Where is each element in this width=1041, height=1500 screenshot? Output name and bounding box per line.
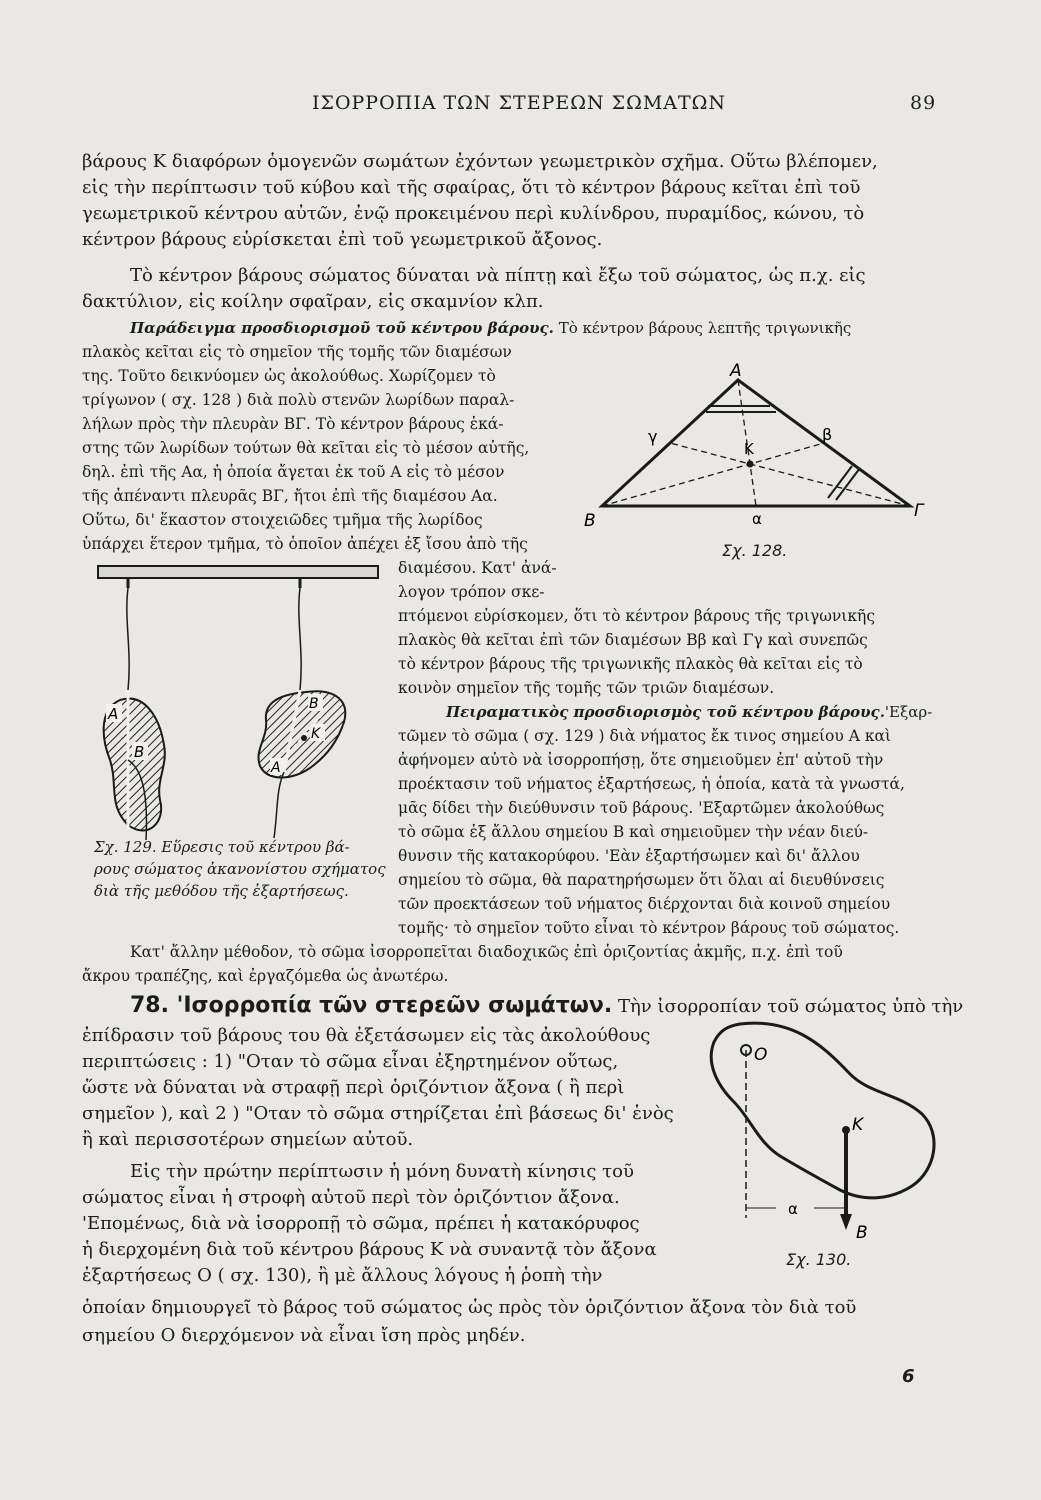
label-A: Α bbox=[271, 760, 281, 776]
section-78-line: ὥστε νὰ δύναται νὰ στραφῇ περὶ ὁριζόντιον ἄξονα ( ἢ περὶ bbox=[82, 1077, 625, 1098]
example-line: στης τῶν λωρίδων τούτων θὰ κεῖται εἰς τὸ μέσον αὐτῆς, bbox=[82, 439, 530, 457]
section-78-line: σημείου Ο διερχόμενον νὰ εἶναι ἴση πρὸς μηδέν. bbox=[82, 1325, 526, 1346]
label-G: Γ bbox=[914, 501, 924, 521]
label-K: Κ bbox=[744, 440, 754, 458]
example-line: τῆς ἀπέναντι πλευρᾶς ΒΓ, ἤτοι ἐπὶ τῆς διαμέσου Αα. bbox=[82, 487, 498, 505]
example-heading-line bbox=[130, 316, 851, 340]
para2-line: Τὸ κέντρον βάρους σώματος δύναται νὰ πίπτῃ καὶ ἔξω τοῦ σώματος, ὡς π.χ. εἰς bbox=[130, 265, 866, 286]
experiment-line: Κατ' ἄλλην μέθοδον, τὸ σῶμα ἰσορροπεῖται διαδοχικῶς ἐπὶ ὁριζοντίας ἀκμῆς, π.χ. ἐπὶ τοῦ bbox=[130, 943, 843, 961]
label-O: Ο bbox=[754, 1045, 768, 1065]
example-line: ὑπάρχει ἕτερον τμῆμα, τὸ ὁποῖον ἀπέχει ἐξ ἴσου ἀπὸ τῆς bbox=[82, 535, 528, 553]
experiment-line: μᾶς δίδει τὴν διεύθυνσιν τοῦ βάρους. 'Εξαρτῶμεν ἀκολούθως bbox=[398, 799, 885, 817]
figure-130 bbox=[700, 1018, 950, 1248]
section-78-line: ἡ διερχομένη διὰ τοῦ κέντρου βάρους Κ νὰ συναντᾷ τὸν ἄξονα bbox=[82, 1239, 657, 1260]
label-K: Κ bbox=[311, 726, 321, 742]
support-beam bbox=[98, 566, 378, 578]
center-of-mass-point bbox=[747, 461, 754, 468]
section-78-line: ὁποίαν δημιουργεῖ τὸ βάρος τοῦ σώματος ὡς πρὸς τὸν ὁριζόντιον ἄξονα τὸν διὰ τοῦ bbox=[82, 1297, 857, 1318]
experiment-heading-line bbox=[446, 700, 932, 724]
label-B: Β bbox=[309, 696, 319, 712]
example-heading: Παράδειγμα προσδιορισμοῦ τοῦ κέντρου βάρους. bbox=[130, 319, 554, 337]
example-line: τὸ κέντρον βάρους τῆς τριγωνικῆς πλακὸς θὰ κεῖται εἰς τὸ bbox=[398, 655, 863, 673]
para2-line: δακτύλιον, εἰς κοίλην σφαῖραν, εἰς σκαμνίον κλπ. bbox=[82, 291, 544, 312]
experiment-heading: Πειραματικὸς προσδιορισμὸς τοῦ κέντρου βάρους. bbox=[446, 703, 885, 721]
running-title: ΙΣΟΡΡΟΠΙΑ ΤΩΝ ΣΤΕΡΕΩΝ ΣΩΜΑΤΩΝ bbox=[312, 92, 727, 114]
experiment-line: τὸ σῶμα ἐξ ἄλλου σημείου Β καὶ σημειοῦμεν τὴν νέαν διεύ- bbox=[398, 823, 869, 841]
section-78-line: σημεῖον ), καὶ 2 ) "Οταν τὸ σῶμα στηρίζεται ἐπὶ βάσεως δι' ἑνὸς bbox=[82, 1103, 674, 1124]
para1-line: γεωμετρικοῦ κέντρου αὐτῶν, ἐνῷ προκειμένου περὶ κυλίνδρου, πυραμίδος, κώνου, τὸ bbox=[82, 203, 865, 224]
section-78-line: ἐξαρτήσεως Ο ( σχ. 130), ἢ μὲ ἄλλους λόγους ἡ ῥοπὴ τὴν bbox=[82, 1265, 603, 1286]
label-B: Β bbox=[134, 743, 145, 761]
example-line: Οὕτω, δι' ἕκαστον στοιχειῶδες τμῆμα τῆς λωρίδος bbox=[82, 511, 483, 529]
figure-129-caption-line: ρους σώματος ἀκανονίστου σχήματος bbox=[94, 860, 386, 878]
experiment-text: 'Εξαρ- bbox=[884, 703, 933, 721]
example-line: δηλ. ἐπὶ τῆς Αα, ἡ ὁποία ἄγεται ἐκ τοῦ Α εἰς τὸ μέσον bbox=[82, 463, 505, 481]
example-line: διαμέσου. Κατ' ἀνά- bbox=[398, 559, 557, 577]
page-number: 89 bbox=[910, 92, 937, 114]
section-78-title: 78. 'Ισορροπία τῶν στερεῶν σωμάτων. bbox=[130, 993, 613, 1018]
label-a: α bbox=[788, 1200, 798, 1218]
label-B: Β bbox=[584, 511, 596, 531]
label-K: Κ bbox=[852, 1115, 864, 1135]
label-A: Α bbox=[730, 361, 742, 381]
section-78-line: περιπτώσεις : 1) "Οταν τὸ σῶμα εἶναι ἐξηρτημένον οὕτως, bbox=[82, 1051, 619, 1072]
para1-line: εἰς τὴν περίπτωσιν τοῦ κύβου καὶ τῆς σφαίρας, ὅτι τὸ κέντρον βάρους κεῖται ἐπὶ τοῦ bbox=[82, 177, 861, 198]
label-b: β bbox=[822, 425, 833, 444]
label-B: Β bbox=[856, 1223, 868, 1243]
example-line: πτόμενοι εὑρίσκομεν, ὅτι τὸ κέντρον βάρους τῆς τριγωνικῆς bbox=[398, 607, 876, 625]
experiment-line: τῶν προεκτάσεων τοῦ νήματος διέρχονται διὰ κοινοῦ σημείου bbox=[398, 895, 891, 913]
string bbox=[299, 588, 301, 690]
section-78-line: 'Επομένως, διὰ νὰ ἰσορροπῇ τὸ σῶμα, πρέπει ἡ κατακόρυφος bbox=[82, 1213, 640, 1234]
figure-128-caption: Σχ. 128. bbox=[722, 541, 788, 560]
figure-129 bbox=[88, 560, 388, 850]
experiment-line: θυνσιν τῆς κατακορύφου. 'Εὰν ἐξαρτήσωμεν καὶ δι' ἄλλου bbox=[398, 847, 860, 865]
example-line: πλακὸς κεῖται εἰς τὸ σημεῖον τῆς τομῆς τῶν διαμέσων bbox=[82, 343, 512, 361]
printers-signature: 6 bbox=[902, 1366, 915, 1387]
weight-arrow-head bbox=[840, 1214, 852, 1230]
example-line: λήλων πρὸς τὴν πλευρὰν ΒΓ. Τὸ κέντρον βάρους ἑκά- bbox=[82, 415, 504, 433]
example-line: τρίγωνον ( σχ. 128 ) διὰ πολὺ στενῶν λωρίδων παραλ- bbox=[82, 391, 515, 409]
para1-line: κέντρον βάρους εὑρίσκεται ἐπὶ τοῦ γεωμετρικοῦ ἄξονος. bbox=[82, 229, 603, 250]
label-a: α bbox=[752, 510, 762, 528]
example-line: κοινὸν σημεῖον τῆς τομῆς τῶν τριῶν διαμέσων. bbox=[398, 679, 775, 697]
string bbox=[274, 772, 284, 838]
experiment-line: σημείου τὸ σῶμα, θὰ παρατηρήσωμεν ὅτι ὅλαι αἱ διευθύνσεις bbox=[398, 871, 885, 889]
section-78-line: ἐπίδρασιν τοῦ βάρους του θὰ ἐξετάσωμεν εἰς τὰς ἀκολούθους bbox=[82, 1025, 651, 1046]
label-g: γ bbox=[648, 427, 658, 446]
figure-129-caption-line: διὰ τῆς μεθόδου τῆς ἐξαρτήσεως. bbox=[94, 882, 349, 900]
section-78-line: ἢ καὶ περισσοτέρων σημείων αὐτοῦ. bbox=[82, 1129, 414, 1150]
string bbox=[127, 588, 129, 690]
experiment-line: ἄκρου τραπέζης, καὶ ἐργαζόμεθα ὡς ἀνωτέρω. bbox=[82, 967, 449, 985]
figure-130-caption: Σχ. 130. bbox=[786, 1250, 852, 1269]
section-78-text: Τὴν ἰσορροπίαν τοῦ σώματος ὑπὸ τὴν bbox=[617, 996, 964, 1017]
section-78-first-line bbox=[130, 994, 963, 1019]
experiment-line: τῶμεν τὸ σῶμα ( σχ. 129 ) διὰ νήματος ἔκ τινος σημείου Α καὶ bbox=[398, 727, 892, 745]
example-line: πλακὸς θὰ κεῖται ἐπὶ τῶν διαμέσων Ββ καὶ Γγ καὶ συνεπῶς bbox=[398, 631, 868, 649]
experiment-line: ἀφήνομεν αὐτὸ νὰ ἰσορροπήσῃ, ὅτε σημειοῦμεν ἐπ' αὐτοῦ τὴν bbox=[398, 751, 884, 769]
example-line: λογον τρόπον σκε- bbox=[398, 583, 545, 601]
example-text: Τὸ κέντρον βάρους λεπτῆς τριγωνικῆς bbox=[558, 319, 852, 337]
section-78-line: Εἰς τὴν πρώτην περίπτωσιν ἡ μόνη δυνατὴ κίνησις τοῦ bbox=[130, 1161, 634, 1182]
experiment-line: προέκτασιν τοῦ νήματος ἐξαρτήσεως, ἡ ὁποία, κατὰ τὰ γνωστά, bbox=[398, 775, 905, 793]
irregular-body-outline bbox=[711, 1023, 934, 1198]
figure-128 bbox=[580, 358, 940, 568]
center-of-mass-point bbox=[301, 735, 307, 741]
label-A: Α bbox=[108, 705, 119, 723]
example-line: της. Τοῦτο δεικνύομεν ὡς ἀκολούθως. Χωρίζομεν τὸ bbox=[82, 367, 496, 385]
experiment-line: τομῆς· τὸ σημεῖον τοῦτο εἶναι τὸ κέντρον βάρους τοῦ σώματος. bbox=[398, 919, 900, 937]
para1-line: βάρους Κ διαφόρων ὁμογενῶν σωμάτων ἐχόντων γεωμετρικὸν σχῆμα. Οὕτω βλέπομεν, bbox=[82, 151, 878, 172]
section-78-line: σώματος εἶναι ἡ στροφὴ αὐτοῦ περὶ τὸν ὁριζόντιον ἄξονα. bbox=[82, 1187, 620, 1208]
figure-129-caption-line: Σχ. 129. Εὕρεσις τοῦ κέντρου βά- bbox=[94, 838, 350, 856]
